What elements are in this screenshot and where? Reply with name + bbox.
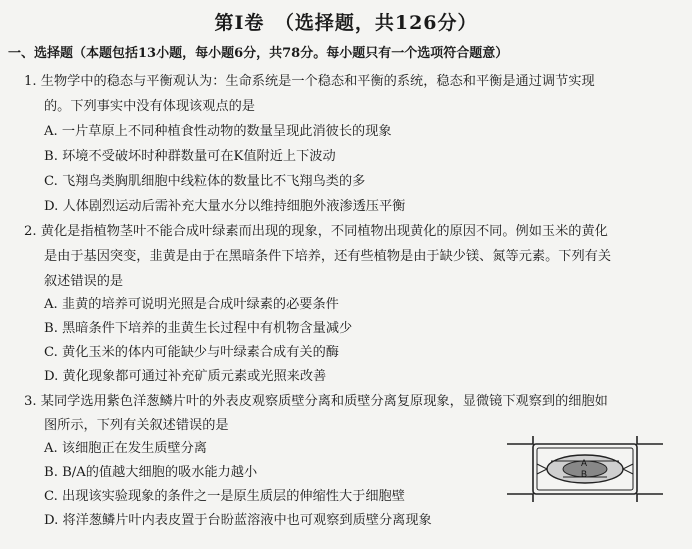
plasmolysis-cell-figure — [505, 434, 665, 504]
question-3-option-c: C. 出现该实验现象的条件之一是原生质层的伸缩性大于细胞壁 — [44, 489, 405, 504]
question-2-line-3: 叙述错误的是 — [44, 274, 124, 289]
figure-label-a: A — [581, 458, 588, 468]
question-3-option-a: A. 该细胞正在发生质壁分离 — [44, 441, 207, 456]
question-3-line-2: 图所示，下列有关叙述错误的是 — [44, 418, 229, 433]
question-2-option-d: D. 黄化现象都可通过补充矿质元素或光照来改善 — [44, 369, 327, 384]
page-title: 第Ⅰ卷 （选择题，共126分） — [214, 12, 478, 34]
question-1-option-b: B. 环境不受破坏时种群数量可在K值附近上下波动 — [44, 149, 336, 164]
section-heading: 一、选择题（本题包括13小题，每小题6分，共78分。每小题只有一个选项符合题意） — [8, 46, 509, 61]
question-1-option-d: D. 人体剧烈运动后需补充大量水分以维持细胞外液渗透压平衡 — [44, 199, 406, 214]
question-2-line-1: 2. 黄化是指植物茎叶不能合成叶绿素而出现的现象，不同植物出现黄化的原因不同。例如玉米的黄化 — [24, 224, 608, 239]
question-3-option-b: B. B/A的值越大细胞的吸水能力越小 — [44, 465, 258, 480]
question-3-option-d: D. 将洋葱鳞片叶内表皮置于台盼蓝溶液中也可观察到质壁分离现象 — [44, 513, 432, 528]
question-1-option-c: C. 飞翔鸟类胸肌细胞中线粒体的数量比不飞翔鸟类的多 — [44, 174, 366, 189]
question-1-line-1: 1. 生物学中的稳态与平衡观认为：生命系统是一个稳态和平衡的系统，稳态和平衡是通过调节实现 — [24, 74, 595, 89]
question-1-line-2: 的。下列事实中没有体现该观点的是 — [44, 99, 255, 114]
question-1-option-a: A. 一片草原上不同种植食性动物的数量呈现此消彼长的现象 — [44, 124, 392, 139]
figure-label-b: B — [581, 469, 588, 479]
question-3-line-1: 3. 某同学选用紫色洋葱鳞片叶的外表皮观察质壁分离和质壁分离复原现象，显微镜下观察到的细胞如 — [24, 394, 608, 409]
question-2-option-b: B. 黑暗条件下培养的韭黄生长过程中有机物含量减少 — [44, 321, 353, 336]
question-2-option-a: A. 韭黄的培养可说明光照是合成叶绿素的必要条件 — [44, 297, 339, 312]
question-2-line-2: 是由于基因突变，韭黄是由于在黑暗条件下培养，还有些植物是由于缺少镁、氮等元素。下列有关 — [44, 249, 612, 264]
question-2-option-c: C. 黄化玉米的体内可能缺少与叶绿素合成有关的酶 — [44, 345, 339, 360]
